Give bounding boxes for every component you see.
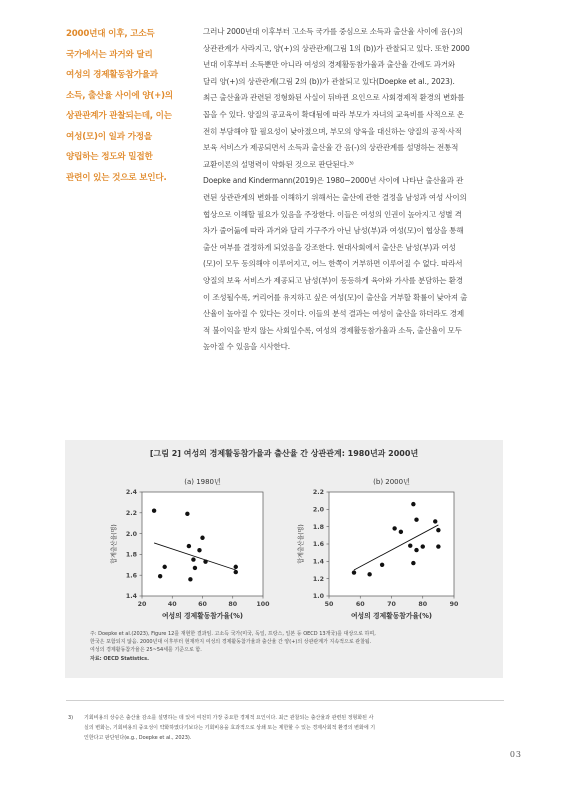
data-point [433,519,437,523]
body-line: 교환이론의 설명력이 약화된 것으로 판단된다.³⁾ [203,159,354,169]
sidebar-line: 소득, 출산율 사이에 양(+)의 [66,90,173,101]
body-line: 달리 양(+)의 상관관계(그림 2의 (b))가 관찰되고 있다(Doepke et al., 2023). [203,76,455,86]
sidebar-line: 관련이 있는 것으로 보인다. [66,172,167,183]
x-axis-label: 여성의 경제활동참가율(%) [161,612,244,620]
body-line: 출산 여부를 결정하게 되었음을 강조한다. 현대사회에서 출산은 남성(부)과 여성 [203,242,456,252]
body-line: 전히 부담해야 할 필요성이 낮아졌으며, 부모의 양육을 대신하는 양질의 공적·사적 [203,126,462,136]
y-tick-label: 1.8 [125,551,137,559]
figure-note-line: 주: Doepke et al.(2023), Figure 12를 재현한 결과임. 고소득 국가(미국, 독일, 프랑스, 일본 등 OECD 13개국)를 대상으로 하며, [90,631,376,637]
x-tick-label: 50 [324,601,334,608]
body-text [203,24,505,356]
sidebar-line: 2000년대 이후, 고소득 [66,29,155,39]
body-line: (모)이 모두 동의해야 이루어지고, 어느 한쪽이 거부하면 이루어질 수 없다. 따라서 [203,259,463,269]
data-point [185,512,189,516]
plot-frame [329,492,454,596]
data-point [352,570,356,574]
y-tick-label: 1.0 [312,593,324,601]
body-line: 협상으로 이해할 필요가 있음을 주장한다. 이들은 여성의 인권이 높아지고 성별 격 [203,209,462,219]
body-line: 차가 줄어듦에 따라 과거와 달리 가구주가 아닌 남성(부)과 여성(모)이 협상을 통해 [203,226,464,236]
body-line: 꼽을 수 있다. 양질의 공교육이 확대됨에 따라 부모가 자녀의 교육비를 사적으로 온 [203,109,464,119]
data-point [408,544,412,548]
data-point [152,509,156,513]
sidebar-line: 상관관계가 관찰되는데, 이는 [66,111,172,121]
footnote-divider [66,700,504,701]
footnote-line: 실의 변화는, 기회비용의 중요성이 약화하였다기보다는 기회비용을 효과적으로 상쇄 또는 제한할 수 있는 경제사회적 환경의 변화에 기 [84,725,376,731]
body-line: 양질의 보육 서비스가 제공되고 남성(부)이 동등하게 육아와 가사를 분담하는 환경 [203,275,463,285]
x-tick-label: 100 [256,601,270,608]
plot-frame [142,492,263,596]
body-line: 이 조성될수록, 커리어를 유지하고 싶은 여성(모)이 출산을 거부할 확률이 낮아져 출 [203,292,468,302]
data-point [234,570,238,574]
data-point [162,565,166,569]
data-point [234,565,238,569]
sidebar-line: 국가에서는 과거와 달리 [66,49,153,60]
body-line: 높아질 수 있음을 시사한다. [203,342,290,352]
body-line: 련된 상관관계의 변화를 이해하기 위해서는 출산에 관한 결정을 남성과 여성 사이의 [203,192,467,202]
data-point [203,559,207,563]
data-point [392,526,396,530]
y-tick-label: 1.6 [125,572,137,580]
page-number: 03 [509,750,522,759]
data-point [193,566,197,570]
data-point [411,561,415,565]
figure-notes [90,630,490,663]
figure-box [65,440,503,678]
y-axis-label: 합계출산율(명) [298,524,305,564]
data-point [380,563,384,567]
data-point [188,577,192,581]
data-point [414,518,418,522]
body-line: 상관관계가 사라지고, 양(+)의 상관관계(그림 1의 (b))가 관찰되고 있다. 또한 2000 [203,43,470,53]
panel-title: (a) 1980년 [184,478,221,486]
y-tick-label: 1.8 [312,523,324,531]
data-point [421,544,425,548]
data-point [411,502,415,506]
data-point [399,530,403,534]
x-tick-label: 60 [198,601,207,608]
y-tick-label: 1.4 [125,593,137,601]
footnote-line: 인한다고 판단된다(e.g., Doepke et al., 2023). [84,735,192,741]
data-point [197,548,201,552]
body-line: 년대 이후부터 소득뿐만 아니라 여성의 경제활동참가율과 출산율 간에도 과거와 [203,60,456,70]
body-line: 그러나 2000년대 이후부터 고소득 국가를 중심으로 소득과 출산율 사이에 음(-)의 [203,27,463,36]
footnote [68,713,508,743]
x-tick-label: 70 [387,601,396,608]
x-tick-label: 90 [449,601,459,608]
sidebar-line: 여성의 경제활동참가율과 [66,70,158,80]
y-tick-label: 2.4 [125,489,137,497]
figure-title: [그림 2] 여성의 경제활동참가율과 출산율 간 상관관계: 1980년과 2000년 [149,449,419,458]
panel-title: (b) 2000년 [373,478,410,486]
figure-note-line: 여성의 경제활동참가율은 25~54세를 기준으로 함. [90,647,202,654]
x-tick-label: 40 [167,601,177,608]
figure-note-line: 한국은 포함되지 않음. 2000년대 이후부터 현재까지 여성의 경제활동참가율과 출산율 간 양(+)의 상관관계가 지속적으로 관찰됨. [90,639,372,646]
y-tick-label: 1.6 [312,541,324,549]
x-axis-label: 여성의 경제활동참가율(%) [350,612,433,620]
data-point [367,572,371,576]
y-axis-label: 합계출산율(명) [111,524,118,564]
data-point [158,574,162,578]
sidebar-highlight [66,24,194,188]
data-point [436,544,440,548]
y-tick-label: 2.2 [312,489,324,497]
data-point [414,548,418,552]
x-tick-label: 80 [228,601,238,608]
footnote-number: 3) [68,715,74,721]
y-tick-label: 2.2 [125,510,137,517]
sidebar-line: 여성(모)이 일과 가정을 [66,131,152,142]
data-point [187,544,191,548]
data-point [200,536,204,540]
x-tick-label: 20 [137,601,147,608]
data-point [436,528,440,532]
y-tick-label: 2.0 [312,506,324,514]
body-line: Doepke and Kindermann(2019)은 1980~2000년 사이에 나타난 출산율과 관 [203,176,464,186]
y-tick-label: 1.4 [312,558,324,566]
body-line: 보육 서비스가 제공되면서 소득과 출산율 간 음(-)의 상관관계를 설명하는 전통적 [203,143,459,153]
sidebar-line: 양립하는 정도와 밀접한 [66,152,153,162]
y-tick-label: 2.0 [125,530,137,538]
x-tick-label: 80 [418,601,428,608]
y-tick-label: 1.2 [312,575,324,583]
x-tick-label: 60 [355,601,365,608]
body-line: 산율이 높아질 수 있다는 것이다. 이들의 분석 결과는 여성이 출산을 하더라도 경제 [203,309,464,319]
body-line: 최근 출산율과 관련된 정형화된 사실이 뒤바뀐 요인으로 사회경제적 환경의 변화를 [203,93,465,103]
figure-source: 자료: OECD Statistics. [90,655,150,662]
data-point [191,557,195,561]
body-line: 적 불이익을 받지 않는 사회일수록, 여성의 경제활동참가율과 소득, 출산율이 모두 [203,325,462,335]
footnote-line: 기회비용의 상승은 출산율 감소를 설명하는 데 있어 여전히 가장 중요한 경제적 요인이다. 최근 관찰되는 출산율과 관련된 정형화된 사 [84,715,374,721]
